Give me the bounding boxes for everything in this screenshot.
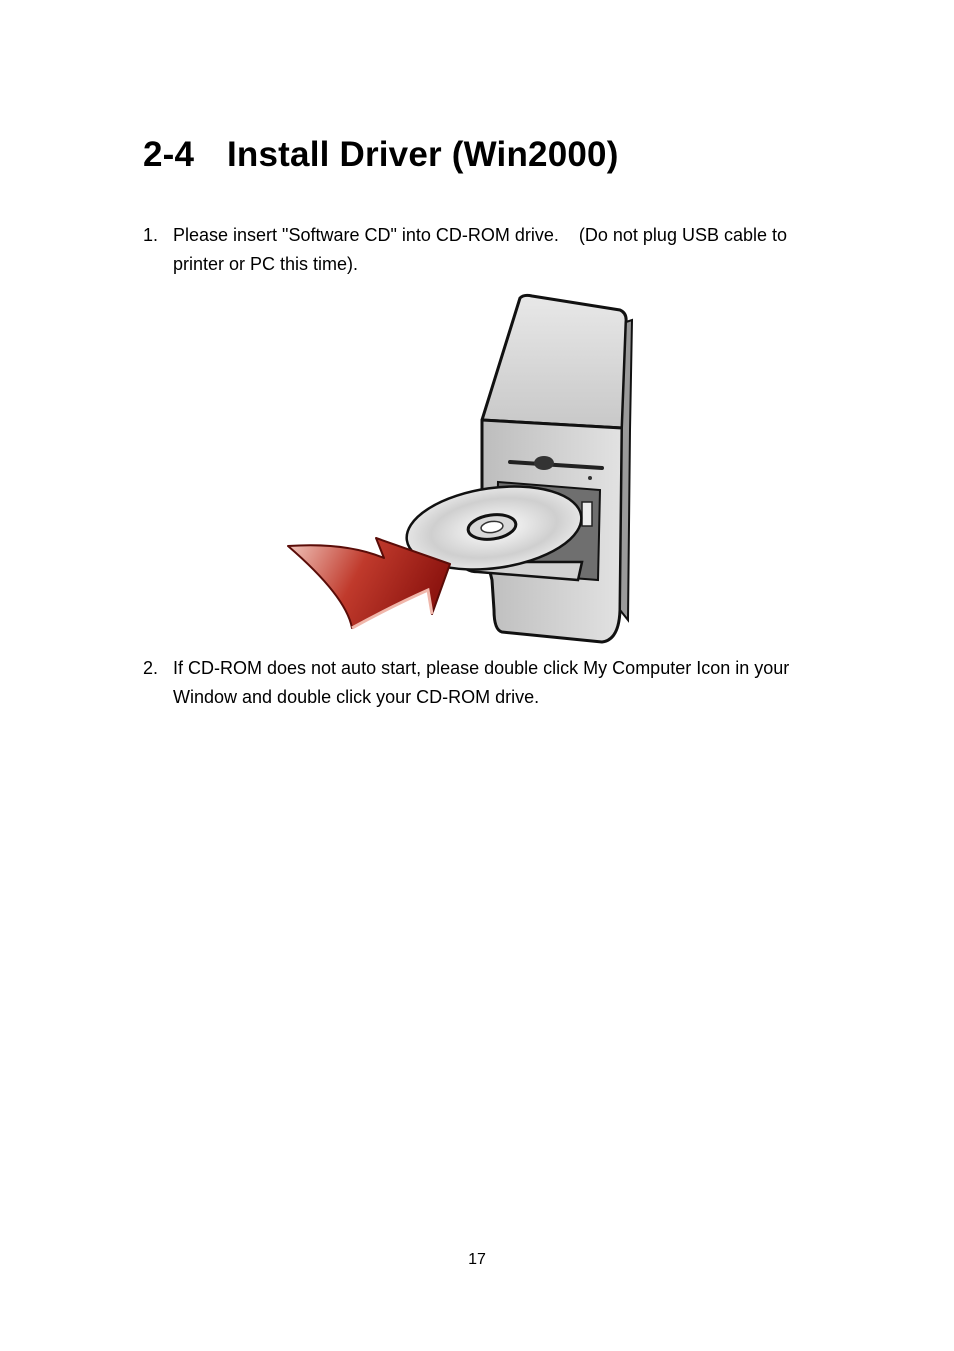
- instruction-step-1: [143, 221, 823, 279]
- section-title: Install Driver (Win2000): [227, 135, 619, 174]
- step-index: 2.: [143, 658, 159, 678]
- insert-cd-illustration: [282, 280, 682, 646]
- page-number: 17: [468, 1251, 486, 1268]
- instruction-step-2: [143, 654, 823, 712]
- section-number: 2-4: [143, 135, 195, 174]
- step-text: Please insert "Software CD" into CD-ROM drive. (Do not plug USB cable to printer or PC this time).: [173, 225, 793, 274]
- step-text: If CD-ROM does not auto start, please double click My Computer Icon in your Window and double click your CD-ROM drive.: [173, 658, 795, 707]
- computer-tower: [462, 295, 632, 642]
- section-heading: [143, 132, 619, 178]
- step-index: 1.: [143, 225, 159, 245]
